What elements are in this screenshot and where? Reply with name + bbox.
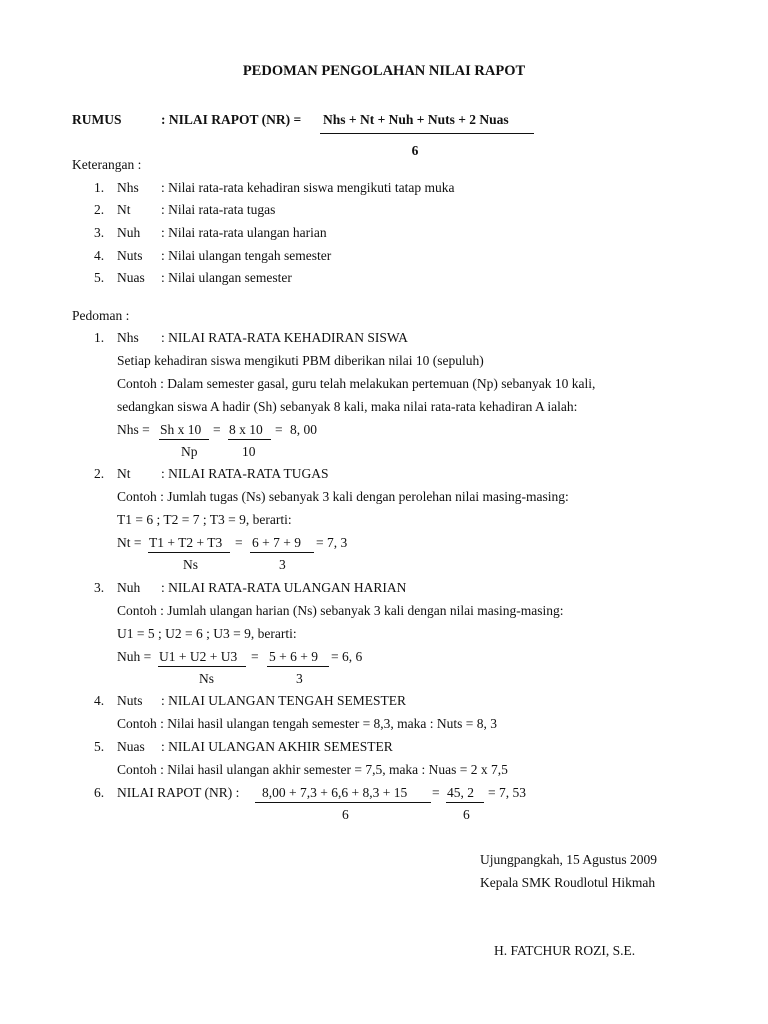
fraction-bar — [158, 666, 246, 667]
item-code: Nhs — [117, 180, 139, 195]
section-heading: : NILAI RATA-RATA TUGAS — [161, 466, 329, 481]
formula-equals: = — [251, 649, 259, 664]
item-desc: : Nilai rata-rata tugas — [161, 202, 276, 217]
fraction-bar — [159, 439, 209, 440]
section-code: Nt — [117, 466, 131, 481]
formula-numerator: 45, 2 — [447, 785, 474, 800]
section-number: 5. — [94, 739, 105, 754]
section-text: Contoh : Nilai hasil ulangan akhir semester = 7,5, maka : Nuas = 2 x 7,5 — [117, 762, 508, 777]
section-number: 6. — [94, 785, 105, 800]
formula-denominator: Ns — [183, 557, 199, 572]
signature-place-date: Ujungpangkah, 15 Agustus 2009 — [480, 852, 657, 867]
formula-numerator: T1 + T2 + T3 — [149, 535, 223, 550]
section-text: Contoh : Nilai hasil ulangan tengah semester = 8,3, maka : Nuts = 8, 3 — [117, 716, 498, 731]
item-code: Nuts — [117, 248, 143, 263]
item-desc: : Nilai rata-rata ulangan harian — [161, 225, 327, 240]
item-desc: : Nilai rata-rata kehadiran siswa mengikuti tatap muka — [161, 180, 455, 195]
section-number: 4. — [94, 693, 105, 708]
item-number: 1. — [94, 180, 105, 195]
section-code: Nuts — [117, 693, 143, 708]
item-desc: : Nilai ulangan tengah semester — [161, 248, 332, 263]
section-heading: : NILAI RATA-RATA KEHADIRAN SISWA — [161, 330, 408, 345]
signature-name: H. FATCHUR ROZI, S.E. — [494, 943, 636, 958]
formula-lhs: Nuh = — [117, 649, 152, 664]
rumus-label: RUMUS — [72, 112, 122, 127]
rumus-numerator: Nhs + Nt + Nuh + Nuts + 2 Nuas — [323, 112, 509, 127]
section-heading: : NILAI ULANGAN AKHIR SEMESTER — [161, 739, 393, 754]
section-text: Contoh : Jumlah tugas (Ns) sebanyak 3 kali dengan perolehan nilai masing-masing: — [117, 489, 569, 504]
signature-position: Kepala SMK Roudlotul Hikmah — [480, 875, 656, 890]
formula-denominator: 6 — [463, 807, 470, 822]
section-code: Nuas — [117, 739, 145, 754]
section-text: Setiap kehadiran siswa mengikuti PBM diberikan nilai 10 (sepuluh) — [117, 353, 484, 368]
formula-numerator: 8,00 + 7,3 + 6,6 + 8,3 + 15 — [262, 785, 408, 800]
section-text: Contoh : Dalam semester gasal, guru telah melakukan pertemuan (Np) sebanyak 10 kali, — [117, 376, 596, 391]
section-heading: : NILAI ULANGAN TENGAH SEMESTER — [161, 693, 406, 708]
formula-numerator: 6 + 7 + 9 — [252, 535, 301, 550]
item-code: Nt — [117, 202, 131, 217]
section-text: Contoh : Jumlah ulangan harian (Ns) sebanyak 3 kali dengan nilai masing-masing: — [117, 603, 564, 618]
formula-equals: = — [432, 785, 440, 800]
section-text: T1 = 6 ; T2 = 7 ; T3 = 9, berarti: — [117, 512, 292, 527]
section-code: Nuh — [117, 580, 141, 595]
page-title: PEDOMAN PENGOLAHAN NILAI RAPOT — [242, 63, 526, 79]
formula-denominator: 3 — [279, 557, 286, 572]
section-code: Nhs — [117, 330, 139, 345]
formula-denominator: 3 — [296, 671, 303, 686]
fraction-bar — [446, 802, 484, 803]
formula-numerator: 5 + 6 + 9 — [269, 649, 318, 664]
rumus-lhs: : NILAI RAPOT (NR) = — [161, 112, 302, 127]
section-heading: : NILAI RATA-RATA ULANGAN HARIAN — [161, 580, 407, 595]
fraction-bar — [228, 439, 271, 440]
formula-lhs: Nhs = — [117, 422, 150, 437]
section-number: 3. — [94, 580, 105, 595]
formula-denominator: Ns — [199, 671, 215, 686]
rumus-fraction-bar — [320, 133, 534, 134]
formula-denominator: 6 — [342, 807, 349, 822]
formula-result: = 6, 6 — [331, 649, 363, 664]
item-code: Nuas — [117, 270, 145, 285]
formula-denominator: 10 — [242, 444, 256, 459]
pedoman-heading: Pedoman : — [72, 308, 130, 323]
formula-equals: = — [275, 422, 283, 437]
formula-lhs: NILAI RAPOT (NR) : — [117, 785, 240, 800]
fraction-bar — [255, 802, 431, 803]
formula-result: = 7, 53 — [488, 785, 526, 800]
fraction-bar — [267, 666, 329, 667]
formula-result: 8, 00 — [290, 422, 317, 437]
formula-numerator: Sh x 10 — [160, 422, 202, 437]
item-desc: : Nilai ulangan semester — [161, 270, 292, 285]
formula-equals: = — [235, 535, 243, 550]
fraction-bar — [148, 552, 230, 553]
formula-equals: = — [213, 422, 221, 437]
formula-result: = 7, 3 — [316, 535, 348, 550]
item-number: 2. — [94, 202, 105, 217]
fraction-bar — [250, 552, 314, 553]
formula-numerator: 8 x 10 — [229, 422, 263, 437]
item-number: 4. — [94, 248, 105, 263]
formula-denominator: Np — [181, 444, 198, 459]
item-number: 5. — [94, 270, 105, 285]
section-number: 1. — [94, 330, 105, 345]
section-text: sedangkan siswa A hadir (Sh) sebanyak 8 kali, maka nilai rata-rata kehadiran A ialah: — [117, 399, 578, 414]
item-number: 3. — [94, 225, 105, 240]
item-code: Nuh — [117, 225, 141, 240]
formula-lhs: Nt = — [117, 535, 142, 550]
rumus-denominator: 6 — [411, 143, 419, 158]
section-text: U1 = 5 ; U2 = 6 ; U3 = 9, berarti: — [117, 626, 297, 641]
section-number: 2. — [94, 466, 105, 481]
keterangan-heading: Keterangan : — [72, 157, 142, 172]
formula-numerator: U1 + U2 + U3 — [159, 649, 238, 664]
